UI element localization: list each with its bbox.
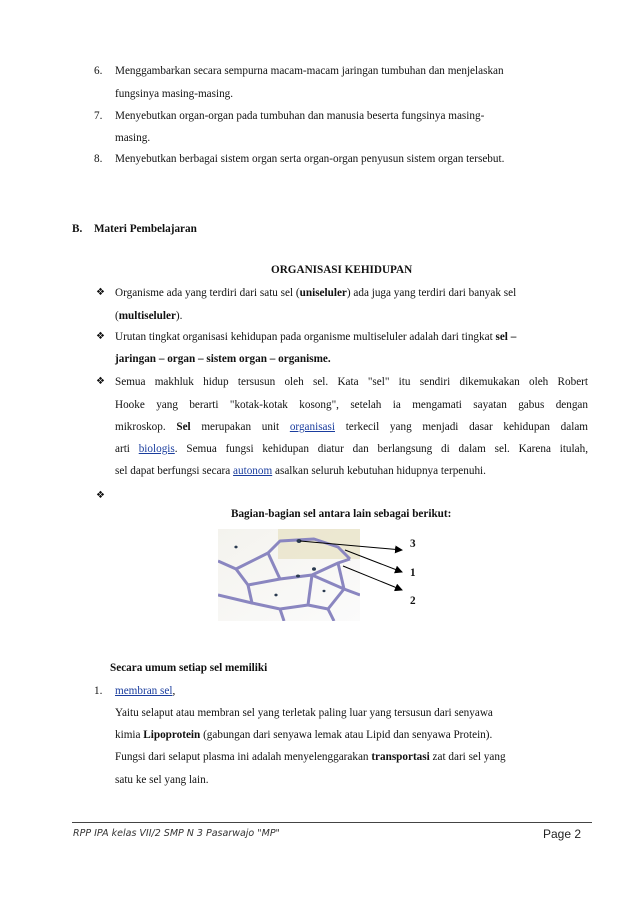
bullet-text: jaringan – organ – sistem organ – organisme. — [115, 353, 331, 365]
arrow-label-1 — [345, 550, 402, 572]
bullet-text: Semua makhluk hidup tersusun oleh sel. Kata "sel" itu sendiri dikemukakan oleh Robert — [115, 376, 588, 388]
diamond-bullet-icon: ❖ — [96, 331, 105, 342]
link-membran-sel[interactable]: membran sel — [115, 685, 173, 697]
bullet-text: Organisme ada yang terdiri dari satu sel (uniseluler) ada juga yang terdiri dari banyak sel — [115, 287, 517, 299]
diamond-bullet-icon: ❖ — [96, 376, 105, 387]
figure-label: 2 — [410, 595, 416, 607]
page-heading: ORGANISASI KEHIDUPAN — [271, 264, 413, 276]
arrow-label-3 — [300, 541, 402, 550]
diamond-bullet-icon: ❖ — [96, 490, 105, 501]
footer-left-text: RPP IPA kelas VII/2 SMP N 3 Pasarwajo "MP" — [73, 828, 280, 839]
list-item-text: membran sel, — [115, 685, 176, 697]
list-item-text: Menyebutkan organ-organ pada tumbuhan dan manusia beserta fungsinya masing- — [115, 110, 485, 122]
section-title: Materi Pembelajaran — [94, 223, 197, 235]
paragraph-line: kimia Lipoprotein (gabungan dari senyawa lemak atau Lipid dan senyawa Protein). — [115, 729, 493, 741]
link-biologis[interactable]: biologis — [138, 443, 175, 455]
bullet-text: mikroskop. Sel merupakan unit organisasi terkecil yang menjadi dasar kehidupan dalam — [115, 421, 588, 433]
list-item-text: fungsinya masing-masing. — [115, 88, 234, 100]
subheading: Secara umum setiap sel memiliki — [110, 662, 268, 674]
arrow-label-2 — [343, 566, 402, 590]
link-organisasi[interactable]: organisasi — [289, 421, 335, 433]
footer-divider — [72, 822, 592, 823]
section-label: B. — [72, 223, 83, 235]
bullet-text: arti biologis. Semua fungsi kehidupan diatur dan berlangsung di dalam sel. Karena itulah, — [115, 443, 588, 455]
list-number: 7. — [94, 110, 103, 122]
list-item-text: Menggambarkan secara sempurna macam-macam jaringan tumbuhan dan menjelaskan — [115, 65, 504, 77]
list-number: 1. — [94, 685, 103, 697]
figure-caption: Bagian-bagian sel antara lain sebagai berikut: — [231, 508, 452, 520]
list-item-text: masing. — [115, 132, 151, 144]
bullet-text: (multiseluler). — [115, 310, 183, 322]
list-item-text: Menyebutkan berbagai sistem organ serta organ-organ penyusun sistem organ tersebut. — [115, 153, 505, 165]
figure-label: 3 — [410, 538, 416, 550]
list-number: 8. — [94, 153, 103, 165]
figure-label: 1 — [410, 567, 416, 579]
list-number: 6. — [94, 65, 103, 77]
bullet-text: sel dapat berfungsi secara autonom asalkan seluruh kebutuhan hidupnya terpenuhi. — [115, 465, 486, 477]
bullet-text: Hooke yang berarti "kotak-kotak kosong", setelah ia mengamati sayatan gabus dengan — [115, 399, 588, 411]
diamond-bullet-icon: ❖ — [96, 287, 105, 298]
bullet-text: Urutan tingkat organisasi kehidupan pada organisme multiseluler adalah dari tingkat sel – — [115, 331, 517, 343]
link-autonom[interactable]: autonom — [233, 465, 273, 477]
paragraph-line: Yaitu selaput atau membran sel yang terletak paling luar yang tersusun dari senyawa — [115, 707, 493, 719]
paragraph-line: Fungsi dari selaput plasma ini adalah menyelenggarakan transportasi zat dari sel yang — [115, 751, 506, 763]
page-number: Page 2 — [543, 827, 582, 841]
paragraph-line: satu ke sel yang lain. — [115, 774, 209, 786]
